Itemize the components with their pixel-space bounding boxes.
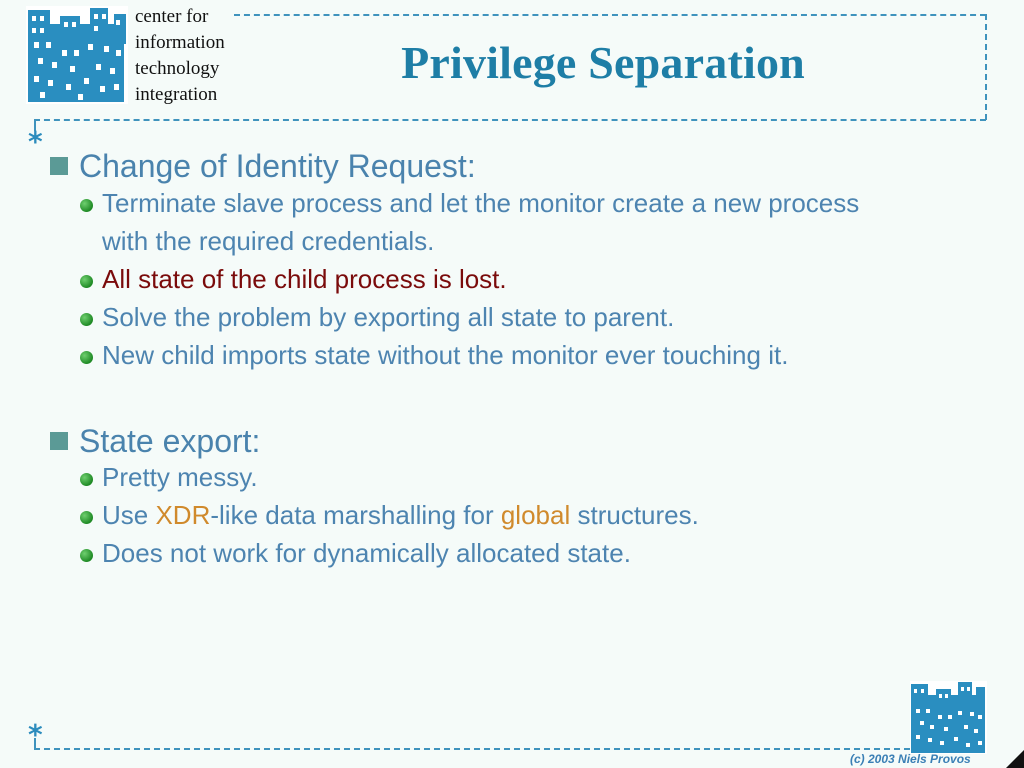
slide-title: Privilege Separation xyxy=(401,37,805,88)
list-item-text-part: structures. xyxy=(570,500,699,530)
round-bullet-icon xyxy=(80,199,93,212)
list-item-line: Terminate slave process and let the monitor create a new process xyxy=(102,188,860,218)
square-bullet-icon xyxy=(50,432,68,450)
page-corner-fold xyxy=(1006,750,1024,768)
header-frame-bottom xyxy=(34,119,986,121)
city-skyline-logo-icon xyxy=(26,6,128,104)
header-frame-right xyxy=(985,14,987,120)
footer-frame-left xyxy=(34,738,36,748)
org-name-line: information xyxy=(135,32,225,53)
asterisk-marker: * xyxy=(28,718,43,751)
round-bullet-icon xyxy=(80,351,93,364)
org-name xyxy=(135,4,225,108)
org-name-line: center for xyxy=(135,6,209,27)
list-item xyxy=(102,260,507,298)
round-bullet-icon xyxy=(80,313,93,326)
list-item xyxy=(102,336,788,374)
section-heading xyxy=(50,423,260,459)
highlight-term: XDR xyxy=(155,500,211,530)
list-item-text-part: -like data marshalling for xyxy=(210,500,501,530)
highlight-term: global xyxy=(500,500,571,530)
list-item-text: Does not work for dynamically allocated state. xyxy=(102,538,631,568)
footer-frame-bottom xyxy=(34,748,910,750)
city-skyline-logo-icon xyxy=(910,681,987,754)
list-item-line: with the required credentials. xyxy=(102,226,435,256)
list-item xyxy=(102,184,982,260)
section-heading-text: State export: xyxy=(79,423,261,459)
header-frame-top xyxy=(234,14,986,16)
copyright-notice: (c) 2003 Niels Provos xyxy=(850,752,971,766)
asterisk-marker: * xyxy=(28,125,43,158)
org-name-line: technology xyxy=(135,58,220,79)
list-item-text: New child imports state without the monitor ever touching it. xyxy=(102,340,789,370)
section-heading xyxy=(50,148,476,184)
list-item xyxy=(102,534,631,572)
list-item xyxy=(102,496,699,534)
list-item xyxy=(102,298,674,336)
round-bullet-icon xyxy=(80,275,93,288)
org-name-line: integration xyxy=(135,84,218,105)
list-item-text: All state of the child process is lost. xyxy=(102,264,507,294)
list-item-text: Solve the problem by exporting all state to parent. xyxy=(102,302,675,332)
list-item-text-part: Use xyxy=(102,500,156,530)
round-bullet-icon xyxy=(80,473,93,486)
list-item xyxy=(102,458,258,496)
round-bullet-icon xyxy=(80,511,93,524)
square-bullet-icon xyxy=(50,157,68,175)
list-item-text: Pretty messy. xyxy=(102,462,258,492)
round-bullet-icon xyxy=(80,549,93,562)
section-heading-text: Change of Identity Request: xyxy=(79,148,476,184)
